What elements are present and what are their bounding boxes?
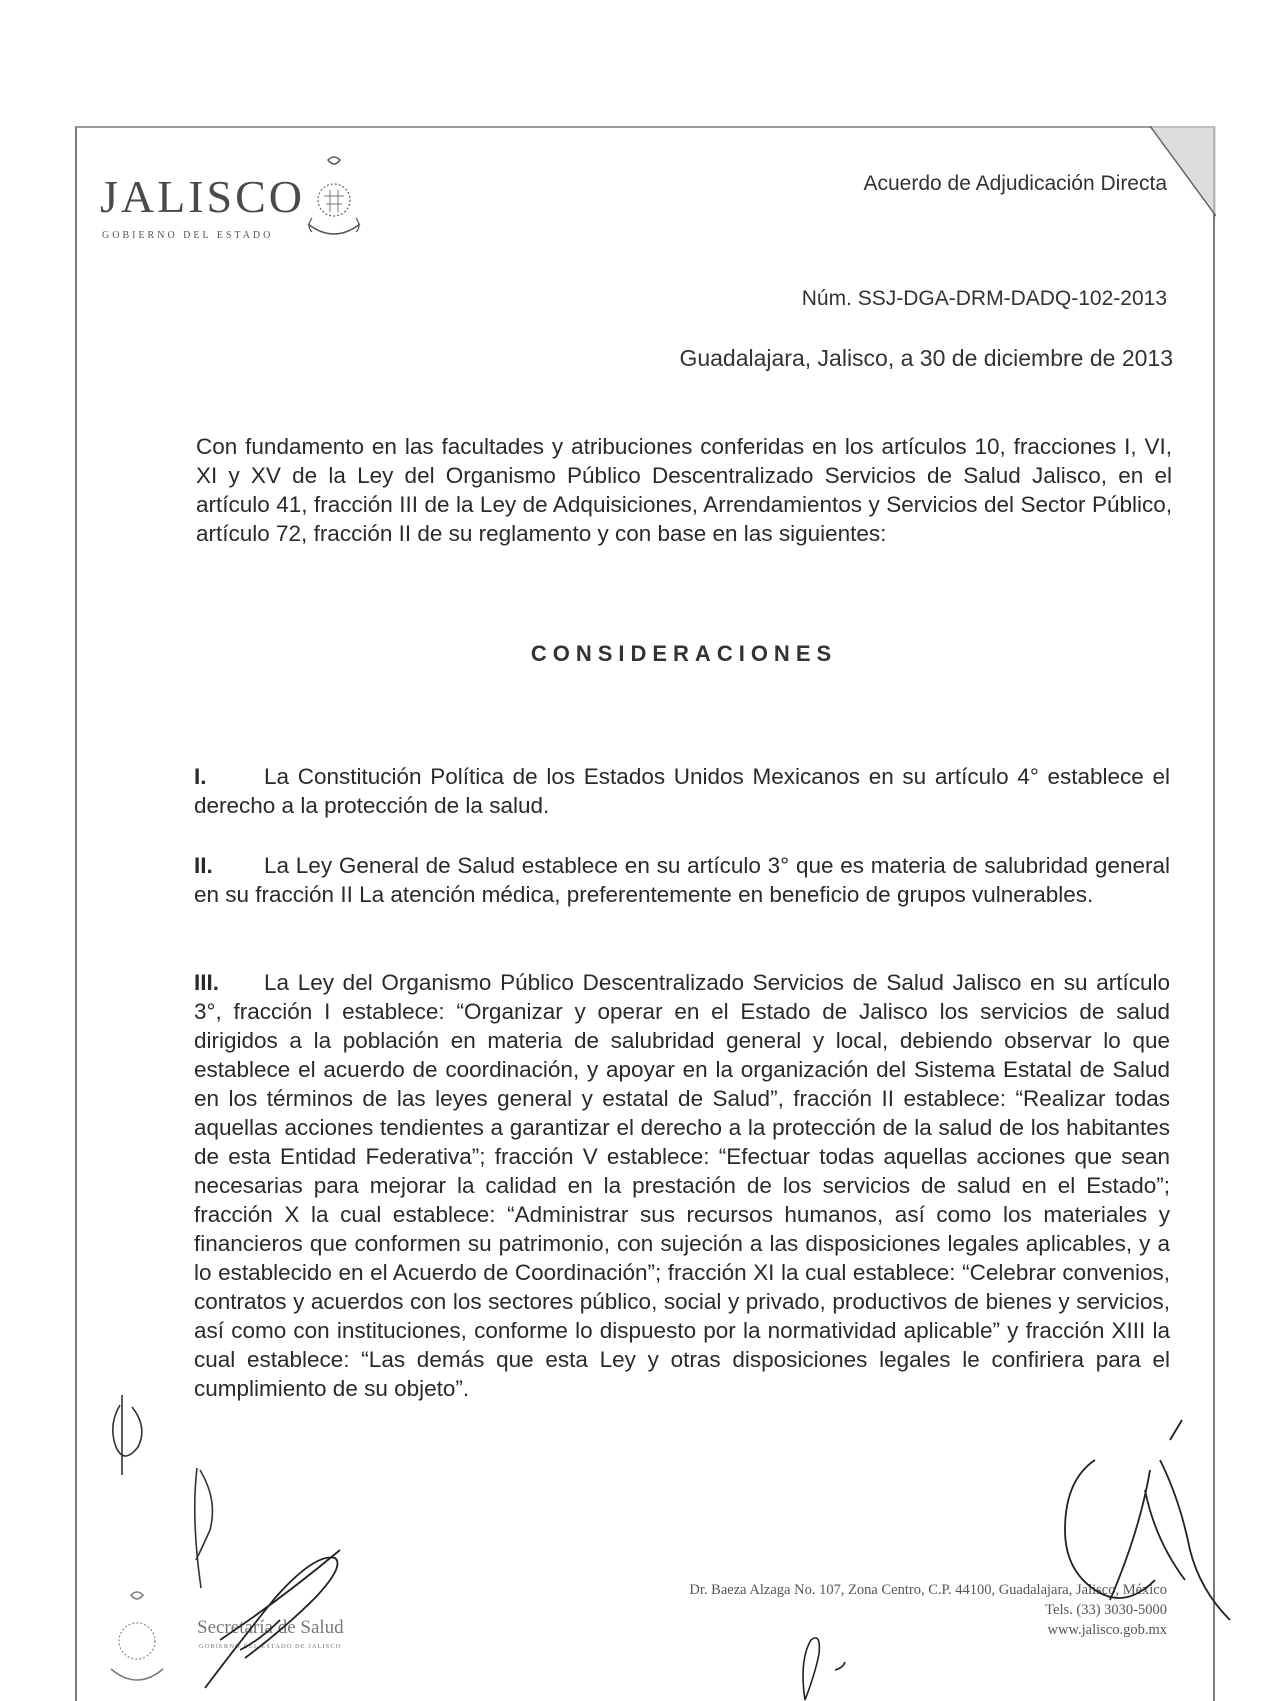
footer-phone: Tels. (33) 3030-5000 — [1045, 1602, 1167, 1618]
consideration-item — [194, 762, 1170, 820]
consideration-number: I. — [194, 764, 207, 789]
consideration-number: II. — [194, 853, 213, 878]
footer-logo-subtitle: GOBIERNO DEL ESTADO DE JALISCO — [199, 1643, 342, 1650]
consideration-text: La Constitución Política de los Estados Unidos Mexicanos en su artículo 4° establece el derecho a la protección de la salud. — [194, 764, 1170, 818]
footer-logo-text: Secretaría de Salud — [197, 1617, 344, 1638]
state-emblem-icon — [105, 1585, 175, 1697]
secretaria-de-salud-logo — [105, 1585, 395, 1701]
consideration-item — [194, 968, 1170, 1403]
document-type: Acuerdo de Adjudicación Directa — [863, 172, 1167, 195]
jalisco-logo — [100, 152, 390, 252]
consideration-item — [194, 851, 1170, 909]
logo-subtitle: GOBIERNO DEL ESTADO — [102, 230, 274, 241]
footer-website: www.jalisco.gob.mx — [1047, 1622, 1167, 1638]
footer-address: Dr. Baeza Alzaga No. 107, Zona Centro, C.P. 44100, Guadalajara, Jalisco, México — [689, 1582, 1167, 1598]
consideration-text: La Ley General de Salud establece en su artículo 3° que es materia de salubridad general en su fracción II La atención médica, preferentemente en beneficio de grupos vulnerables. — [194, 853, 1170, 907]
section-title: CONSIDERACIONES — [530, 641, 838, 666]
document-number: Núm. SSJ-DGA-DRM-DADQ-102-2013 — [801, 287, 1167, 310]
logo-wordmark: JALISCO — [100, 171, 306, 222]
document-date: Guadalajara, Jalisco, a 30 de diciembre de 2013 — [679, 345, 1173, 371]
state-emblem-icon — [300, 152, 370, 247]
consideration-number: III. — [194, 970, 220, 995]
intro-paragraph: Con fundamento en las facultades y atribuciones conferidas en los artículos 10, fracciones I, VI, XI y XV de la Ley del Organismo Público Descentralizado Servicios de Salud Jalisco, en el artículo 41, fracción III de la Ley de Adquisiciones, Arrendamientos y Servicios del Sector Público, artículo 72, fracción II de su reglamento y con base en las siguientes: — [196, 434, 1172, 546]
footer-contact — [467, 1580, 1167, 1640]
consideration-text: La Ley del Organismo Público Descentralizado Servicios de Salud Jalisco en su artículo 3°, fracción I establece: “Organizar y operar en el Estado de Jalisco los servicios de salud dirigidos a la población en materia de salubridad general y local, debiendo observar lo que establece el acuerdo de coordinación, y apoyar en la organización del Sistema Estatal de Salud en los términos de las leyes general y estatal de Salud”, fracción II establece: “Realizar todas aquellas acciones tendientes a garantizar el derecho a la protección de la salud de los habitantes de esta Entidad Federativa”; fracción V establece: “Efectuar todas aquellas acciones que sean necesarias para mejorar la calidad en la prestación de los servicios de salud en el Estado”; fracción X la cual establece: “Administrar sus recursos humanos, así como los materiales y financieros que conformen su patrimonio, con sujeción a las disposiciones legales aplicables, y a lo establecido en el Acuerdo de Coordinación”; fracción XI la cual establece: “Celebrar convenios, contratos y acuerdos con los sectores público, social y privado, productivos de bienes y servicios, así como con instituciones, conforme lo dispuesto por la normatividad aplicable” y fracción XIII la cual establece: “Las demás que esta Ley y otras disposiciones legales le confiriera para el cumplimiento de su objeto”. — [194, 970, 1170, 1401]
